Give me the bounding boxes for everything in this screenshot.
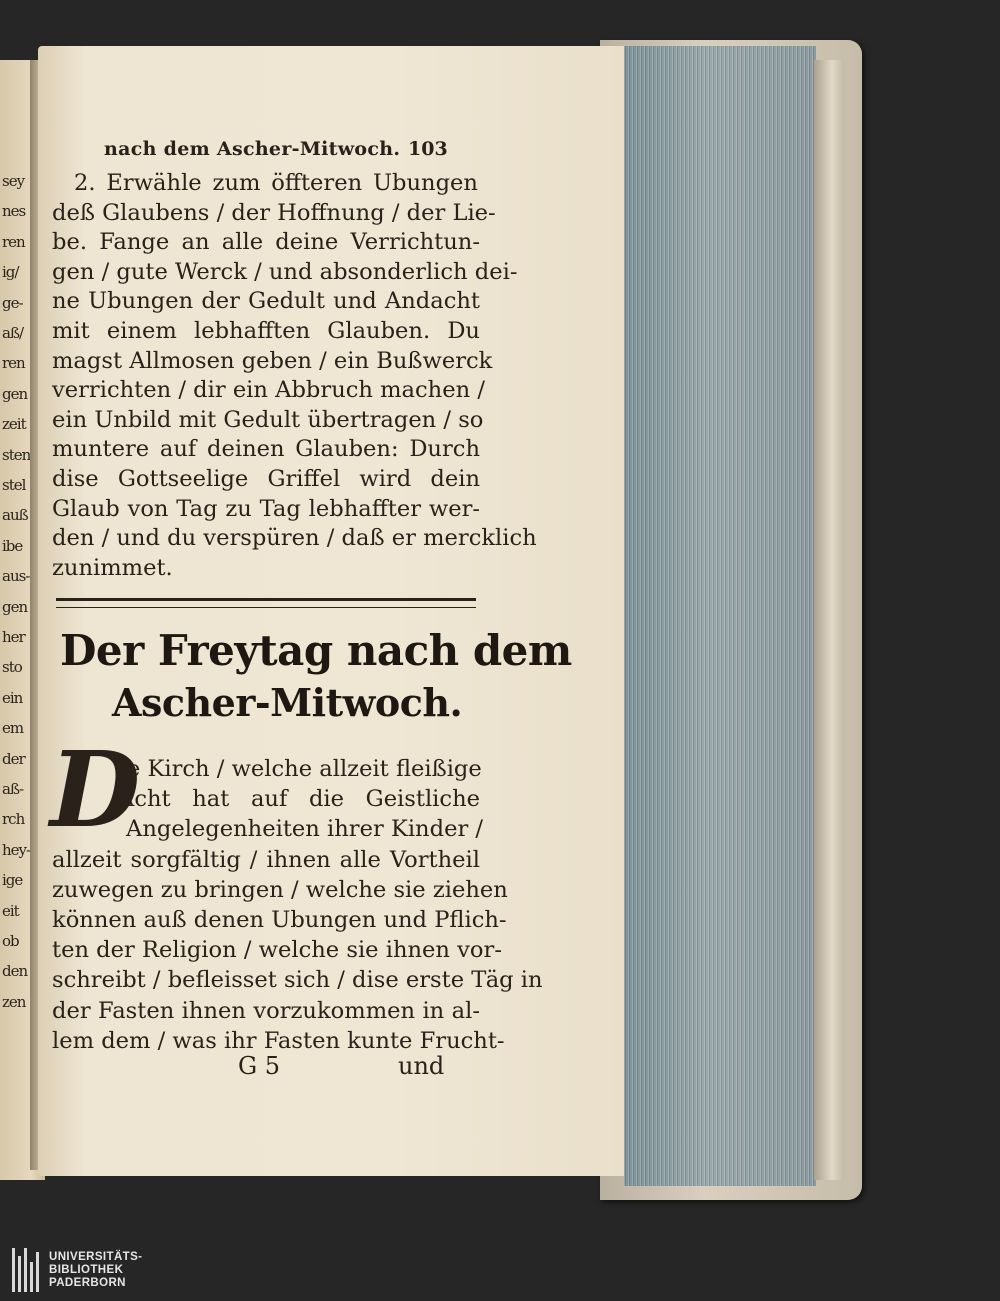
- section-rule: [56, 598, 476, 608]
- left-page-fragment: auß: [2, 506, 28, 525]
- text-line: der Fasten ihnen vorzukommen in al-: [52, 997, 480, 1024]
- left-page-fragment: ein: [2, 688, 23, 707]
- left-page-fragment: aß/: [2, 324, 24, 342]
- catchword: und: [398, 1052, 445, 1080]
- left-page-fragment: der: [2, 749, 25, 768]
- left-page-fragment: eit: [2, 901, 19, 920]
- left-page-fragment: sey: [2, 172, 25, 190]
- signature-mark: G 5: [238, 1052, 281, 1080]
- left-page-fragment: gen: [2, 597, 28, 616]
- left-page-fragment: stel: [2, 476, 26, 494]
- text-line: lem dem / was ihr Fasten kunte Frucht-: [52, 1027, 505, 1054]
- left-page-fragment: ren: [2, 232, 25, 251]
- text-line: ten der Religion / welche sie ihnen vor-: [52, 937, 502, 964]
- running-head: nach dem Ascher-Mitwoch.: [104, 138, 401, 160]
- text-line: ein Unbild mit Gedult übertragen / so: [52, 406, 484, 433]
- left-page-fragment: den: [2, 962, 28, 981]
- left-page-fragment: zeit: [2, 415, 26, 434]
- decorated-initial: D: [50, 728, 141, 851]
- left-page-fragment: ge-: [2, 293, 23, 312]
- left-page-fragment: aus-: [2, 567, 30, 586]
- left-page-fragment: aß-: [2, 780, 24, 798]
- logo-line-1: UNIVERSITÄTS-: [49, 1250, 143, 1263]
- left-page-fragment: ibe: [2, 536, 23, 555]
- text-line: schreibt / befleisset sich / dise erste Täg in: [52, 967, 543, 994]
- text-line: be. Fange an alle deine Verrichtun-: [52, 229, 480, 256]
- left-page-fragment: ren: [2, 354, 25, 373]
- section-heading-line2: Ascher-Mitwoch.: [112, 680, 463, 725]
- left-page-fragment: zen: [2, 992, 26, 1011]
- text-line: dise Gottseelige Griffel wird dein: [52, 466, 480, 492]
- left-page-fragment: her: [2, 628, 25, 646]
- text-line: magst Allmosen geben / ein Bußwerck: [52, 347, 493, 374]
- left-page-fragment: rch: [2, 810, 25, 829]
- book-back-edge: [814, 60, 844, 1180]
- text-line: 2. Erwähle zum öffteren Ubungen: [74, 170, 478, 196]
- text-line: verrichten / dir ein Abbruch machen /: [52, 377, 485, 404]
- text-line: allzeit sorgfältig / ihnen alle Vortheil: [52, 846, 480, 873]
- text-line: ne Ubungen der Gedult und Andacht: [52, 288, 480, 315]
- page-fore-edge: [624, 46, 816, 1186]
- text-line: mit einem lebhafften Glauben. Du: [52, 318, 480, 344]
- left-page-fragment: em: [2, 719, 24, 738]
- text-line: Glaub von Tag zu Tag lebhaffter wer-: [52, 495, 480, 522]
- text-line: Acht hat auf die Geistliche: [118, 786, 480, 813]
- left-page-fragment: ige: [2, 871, 23, 890]
- text-line: deß Glaubens / der Hoffnung / der Lie-: [52, 199, 496, 226]
- left-page-fragment: hey-: [2, 840, 31, 859]
- text-line: muntere auf deinen Glauben: Durch: [52, 436, 480, 463]
- text-line: können auß denen Ubungen und Pflich-: [52, 907, 507, 933]
- text-line: gen / gute Werck / und absonderlich dei-: [52, 258, 518, 285]
- left-page-fragment: gen: [2, 384, 28, 403]
- left-page-fragment: sto: [2, 658, 22, 677]
- section-heading-line1: Der Freytag nach dem: [60, 626, 572, 675]
- page-number: 103: [408, 138, 448, 160]
- text-line: zunimmet.: [52, 554, 173, 581]
- left-page-fragment: sten: [2, 445, 31, 464]
- text-line: Angelegenheiten ihrer Kinder /: [126, 816, 484, 843]
- logo-line-3: PADERBORN: [49, 1276, 126, 1289]
- library-logo-icon: [12, 1248, 39, 1292]
- library-logo: [12, 1248, 142, 1292]
- left-page-fragment: ob: [2, 932, 19, 950]
- text-line: Ie Kirch / welche allzeit fleißige: [118, 756, 482, 782]
- text-line: den / und du verspüren / daß er mercklich: [52, 525, 537, 552]
- left-page-fragment: nes: [2, 202, 26, 221]
- logo-line-2: BIBLIOTHEK: [49, 1263, 124, 1276]
- left-page-fragment: ig/: [2, 263, 19, 282]
- text-line: zuwegen zu bringen / welche sie ziehen: [52, 876, 508, 903]
